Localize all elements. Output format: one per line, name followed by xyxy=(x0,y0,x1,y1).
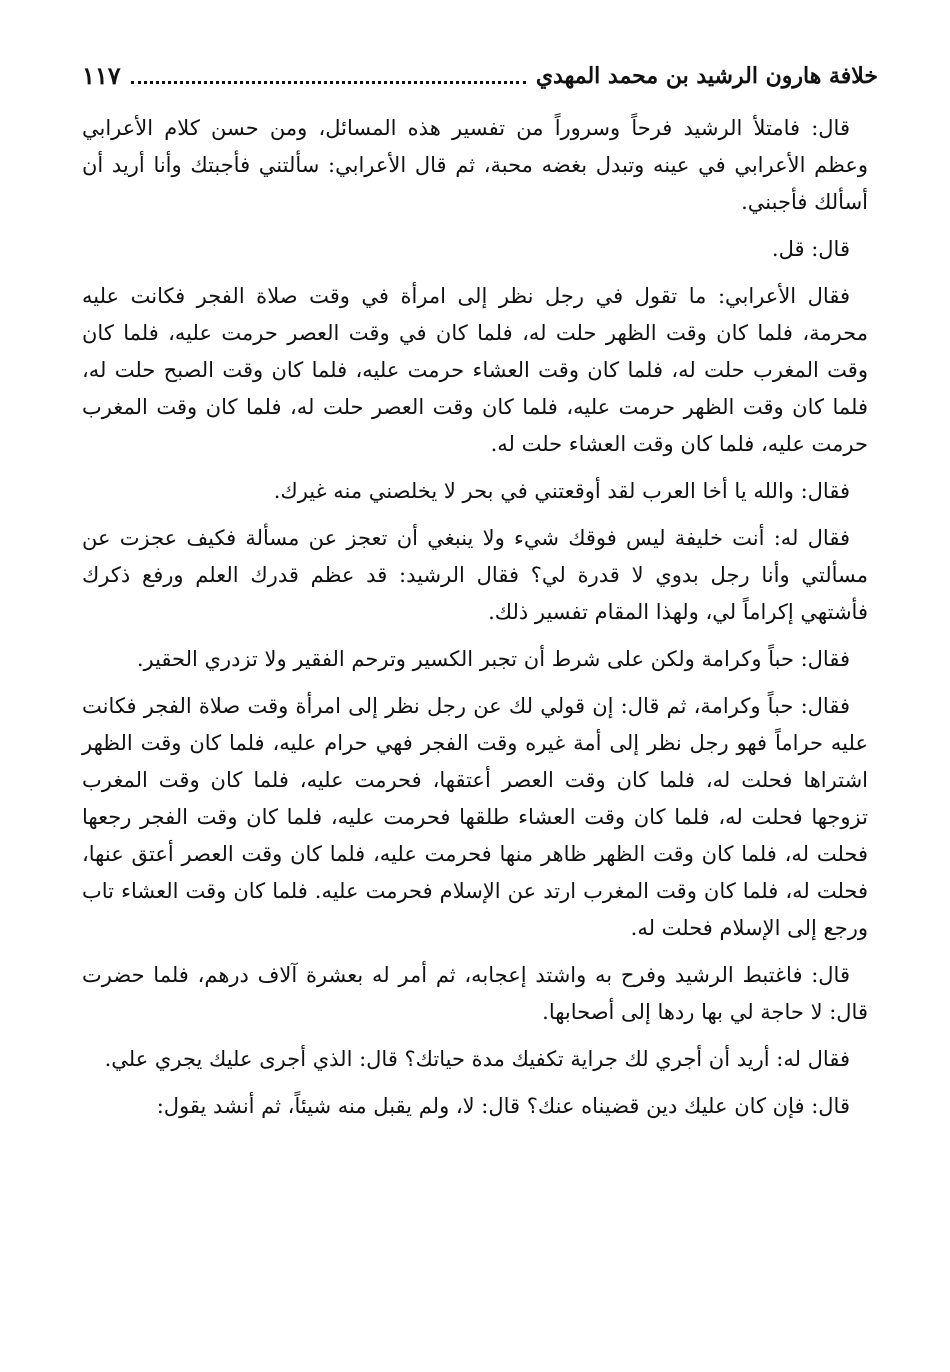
paragraph: قال: فامتلأ الرشيد فرحاً وسروراً من تفسير هذه المسائل، ومن حسن كلام الأعرابي وعظم الأعرابي في عينه وتبدل بغضه محبة، ثم قال الأعرابي: سألتني فأجبتك وأنا أريد أن أسألك فأجبني. xyxy=(82,116,868,214)
paragraph: قال: فاغتبط الرشيد وفرح به واشتد إعجابه، ثم أمر له بعشرة آلاف درهم، فلما حضرت قال: لا حاجة لي بها ردها إلى أصحابها. xyxy=(82,963,868,1024)
paragraph: فقال: حباً وكرامة، ثم قال: إن قولي لك عن رجل نظر إلى امرأة وقت صلاة الفجر فكانت عليه حراماً فهو رجل نظر إلى أمة غيره وقت الفجر فهي حرام عليه، فلما كان وقت الظهر اشتراها فحلت له، فلما كان وقت العصر أعتقها، فحرمت عليه، فلما كان وقت المغرب تزوجها فحلت له، فلما كان وقت العشاء طلقها فحرمت عليه، فلما كان وقت الفجر رجعها فحلت له، فلما كان وقت الظهر ظاهر منها فحرمت عليه، فلما كان وقت العصر أعتق عنها، فحلت له، فلما كان وقت المغرب ارتد عن الإسلام فحرمت عليه. فلما كان وقت العشاء تاب ورجع إلى الإسلام فحلت له. xyxy=(82,694,868,940)
paragraph: قال: فإن كان عليك دين قضيناه عنك؟ قال: لا، ولم يقبل منه شيئاً، ثم أنشد يقول: xyxy=(156,1094,850,1118)
paragraph: فقال له: أنت خليفة ليس فوقك شيء ولا ينبغي أن تعجز عن مسألة فكيف عجزت عن مسألتي وأنا رجل بدوي لا قدرة لي؟ فقال الرشيد: قد عظم قدرك العلم ورفع ذكرك فأشتهي إكراماً لي، ولهذا المقام تفسير ذلك. xyxy=(82,526,868,624)
running-header-title: خلافة هارون الرشيد بن محمد المهدي xyxy=(535,63,878,89)
paragraph: فقال: حباً وكرامة ولكن على شرط أن تجبر الكسير وترحم الفقير ولا تزدري الحقير. xyxy=(136,647,850,671)
paragraph: قال: قل. xyxy=(771,237,850,261)
header-dot-leader xyxy=(131,80,526,84)
page-number: ١١٧ xyxy=(82,61,121,90)
paragraph: فقال: والله يا أخا العرب لقد أوقعتني في بحر لا يخلصني منه غيرك. xyxy=(273,479,850,503)
paragraph: فقال الأعرابي: ما تقول في رجل نظر إلى امرأة في وقت صلاة الفجر فكانت عليه محرمة، فلما كان وقت الظهر حلت له، فلما كان في وقت العصر حرمت عليه، فلما كان وقت المغرب حلت له، فلما كان وقت العشاء حرمت عليه، فلما كان وقت الصبح حلت له، فلما كان وقت الظهر حرمت عليه، فلما كان وقت العصر حلت له، فلما كان وقت المغرب حرمت عليه، فلما كان وقت العشاء حلت له. xyxy=(82,284,868,456)
body-text xyxy=(82,110,868,1135)
running-header xyxy=(82,52,878,96)
paragraph: فقال له: أريد أن أجري لك جراية تكفيك مدة حياتك؟ قال: الذي أجرى عليك يجري علي. xyxy=(104,1047,850,1071)
